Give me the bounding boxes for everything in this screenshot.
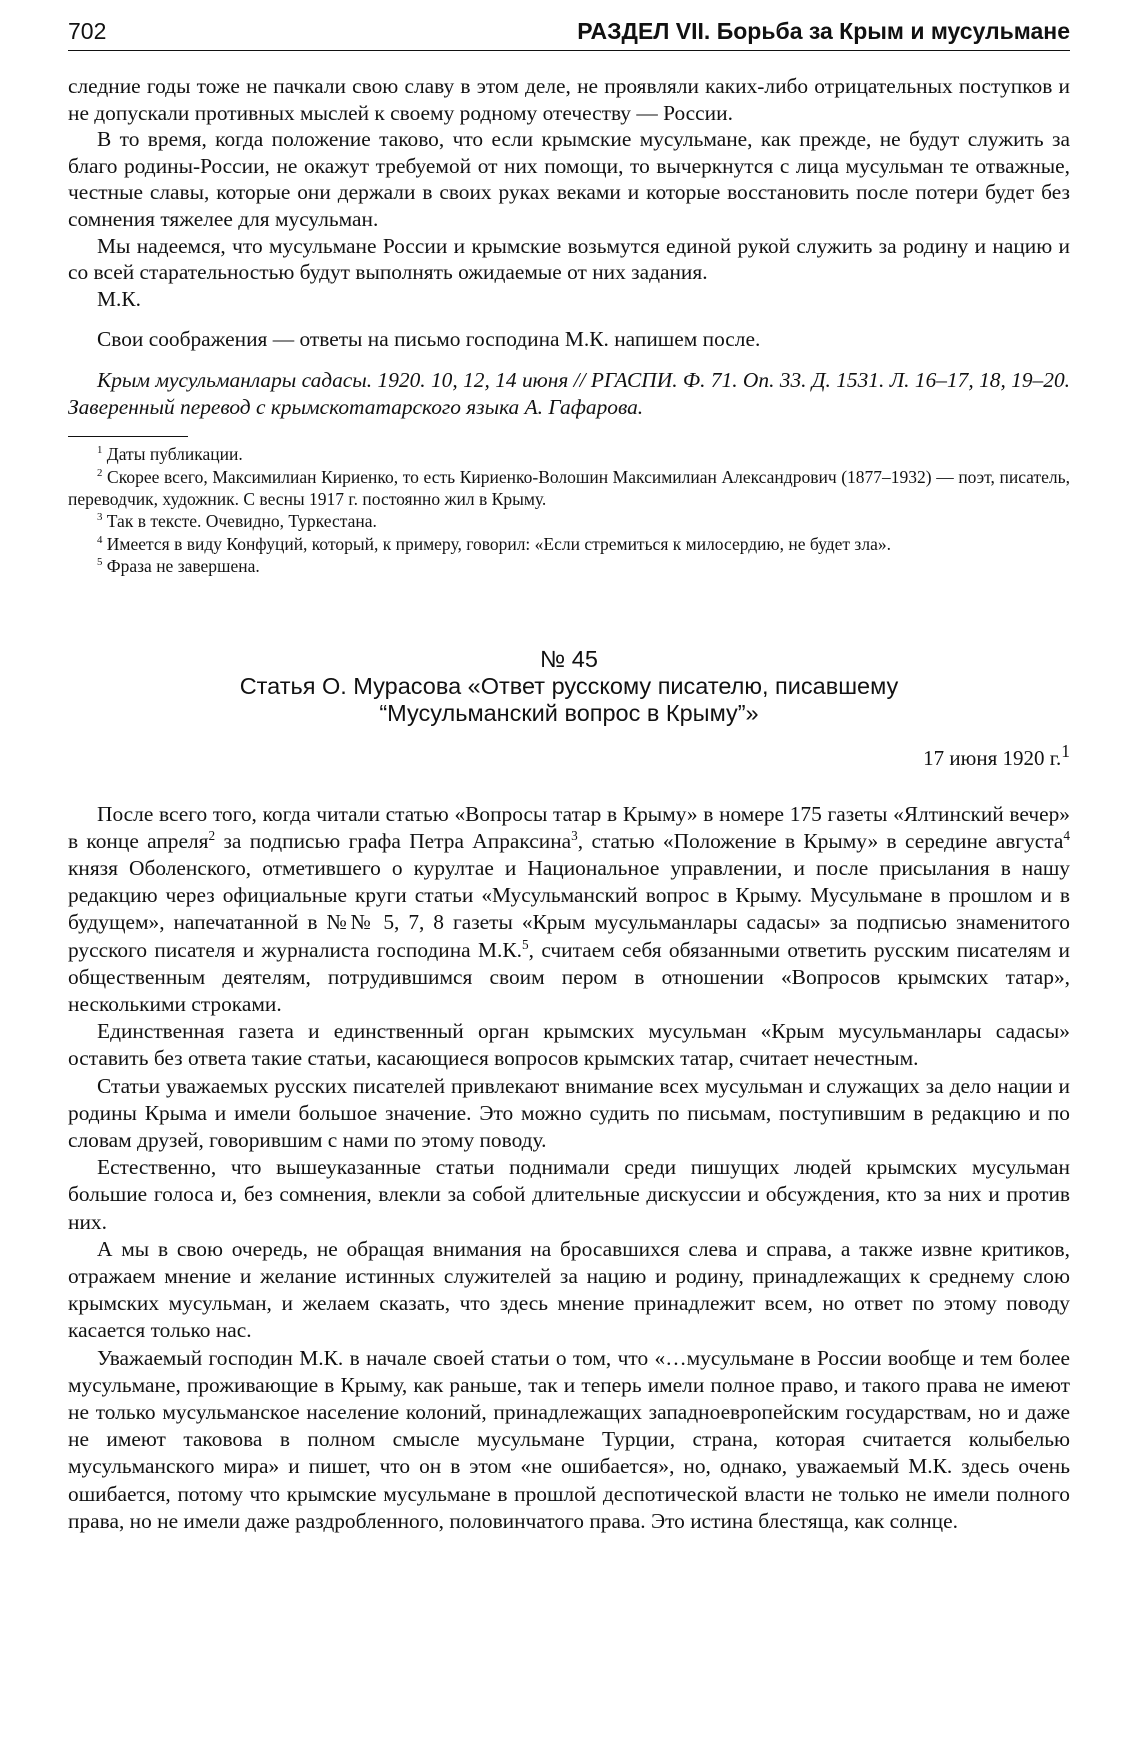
document-heading [68, 646, 1070, 727]
page-number: 702 [68, 18, 107, 44]
footnote-divider [68, 436, 188, 437]
paragraph: А мы в свою очередь, не обращая внимания на бросавшихся слева и справа, а также извне критиков, отражаем мнение и желание истинных служителей за нацию и родину, принадлежащих к среднему слою крымских мусульман, и желаем сказать, что здесь мнение принадлежит всем, но ответ по этому поводу касается только нас. [68, 1236, 1070, 1343]
document-date: 17 июня 1920 г.$^1$ [923, 740, 1070, 770]
page [68, 18, 1070, 1535]
letter-ending [68, 73, 1070, 420]
paragraph: Свои соображения — ответы на письмо господина М.К. напишем после. [97, 327, 761, 352]
paragraph: Статьи уважаемых русских писателей привлекают внимание всех мусульман и служащих за дело нации и родины Крыма и имели большое значение. Это можно судить по письмам, поступившим в редакцию и по словам друзей, говорившим с нами по этому поводу. [68, 1073, 1070, 1152]
paragraph: Естественно, что вышеуказанные статьи поднимали среди пишущих людей крымских мусульман большие голоса и, без сомнения, влекли за собой длительные дискуссии и обсуждения, кто за них и против них. [68, 1155, 1070, 1234]
paragraph: Уважаемый господин М.К. в начале своей статьи о том, что «…мусульмане в России вообще и тем более мусульмане, проживающие в Крыму, как раньше, так и теперь имели полное право, и такого права не имеют не только мусульманское население колоний, принадлежащих западноевропейским государствам, но и даже не имеют таковова в полном смысле мусульмане Турции, страна, которая считается колыбелью мусульманского мира» и пишет, что он в этом «не ошибается», но, однако, уважаемый М.К. здесь очень ошибается, потому что крымские мусульмане в прошлой деспотической власти не только не имели полного права, но не имели даже раздробленного, половинчатого права. Это истина блестяща, как солнце. [68, 1345, 1070, 1533]
document-number: № 45 [540, 645, 598, 672]
paragraph: После всего того, когда читали статью «Вопросы татар в Крыму» в номере 175 газеты «Ялтинский вечер» в конце апреля$^2$ за подписью графа Петра Апраксина$^3$, статью «Положение в Крыму» в середине августа$^4$ князя Оболенского, отметившего о курултае и Национальное управлении, и после присылания в нашу редакцию через официальные круги статьи «Мусульманский вопрос в Крыму. Мусульмане в прошлом и в будущем», напечатанной в №№ 5, 7, 8 газеты «Крым мусульманлары садасы» за подписью знаменитого русского писателя и журналиста господина М.К.$^5$, считаем себя обязанными ответить русским писателям и общественным деятелям, потрудившимся своим пером в отношении «Вопросов крымских татар», несколькими строками. [68, 801, 1070, 1016]
article-body [68, 801, 1070, 1535]
footnote: $^1$ Даты публикации. [97, 444, 243, 465]
archive-source: Крым мусульманлары садасы. 1920. 10, 12, 14 июня // РГАСПИ. Ф. 71. Оп. 33. Д. 1531. Л. 16–17, 18, 19–20. Заверенный перевод с крымскотатарского языка А. Гафарова. [68, 367, 1070, 419]
paragraph: Единственная газета и единственный орган крымских мусульман «Крым мусульманлары садасы» оставить без ответа такие статьи, касающиеся вопросов крымских татар, считает нечестным. [68, 1019, 1070, 1071]
paragraph: следние годы тоже не пачкали свою славу в этом деле, не проявляли каких-либо отрицательных поступков и не допускали противных мыслей к своему родному отечеству — России. [68, 74, 1070, 125]
footnote: $^2$ Скорее всего, Максимилиан Кириенко, то есть Кириенко-Волошин Максимилиан Александрович (1877–1932) — поэт, писатель, переводчик, художник. С весны 1917 г. постоянно жил в Крыму. [68, 466, 1070, 509]
document-title-line: “Мусульманский вопрос в Крыму”» [379, 699, 759, 726]
footnotes [68, 443, 1070, 577]
document-title-line: Статья О. Мурасова «Ответ русскому писателю, писавшему [239, 672, 899, 699]
paragraph: В то время, когда положение таково, что если крымские мусульмане, как прежде, не будут служить за благо родины-России, не окажут требуемой от них помощи, то вычеркнутся с лица мусульман те отважные, честные славы, которые они держали в своих руках веками и которые восстановить после потери будет без сомнения тяжелее для мусульман. [68, 127, 1070, 231]
footnote: $^3$ Так в тексте. Очевидно, Туркестана. [97, 511, 377, 532]
signature: М.К. [97, 286, 141, 311]
paragraph: Мы надеемся, что мусульмане России и крымские возьмутся единой рукой служить за родину и нацию и со всей старательностью будут выполнять ожидаемые от них задания. [68, 233, 1070, 285]
footnote: $^5$ Фраза не завершена. [97, 556, 260, 577]
section-title: РАЗДЕЛ VII. Борьба за Крым и мусульмане [577, 18, 1070, 44]
footnote: $^4$ Имеется в виду Конфуций, который, к примеру, говорил: «Если стремиться к милосердию, не будет зла». [97, 533, 891, 554]
running-header [68, 18, 1070, 51]
